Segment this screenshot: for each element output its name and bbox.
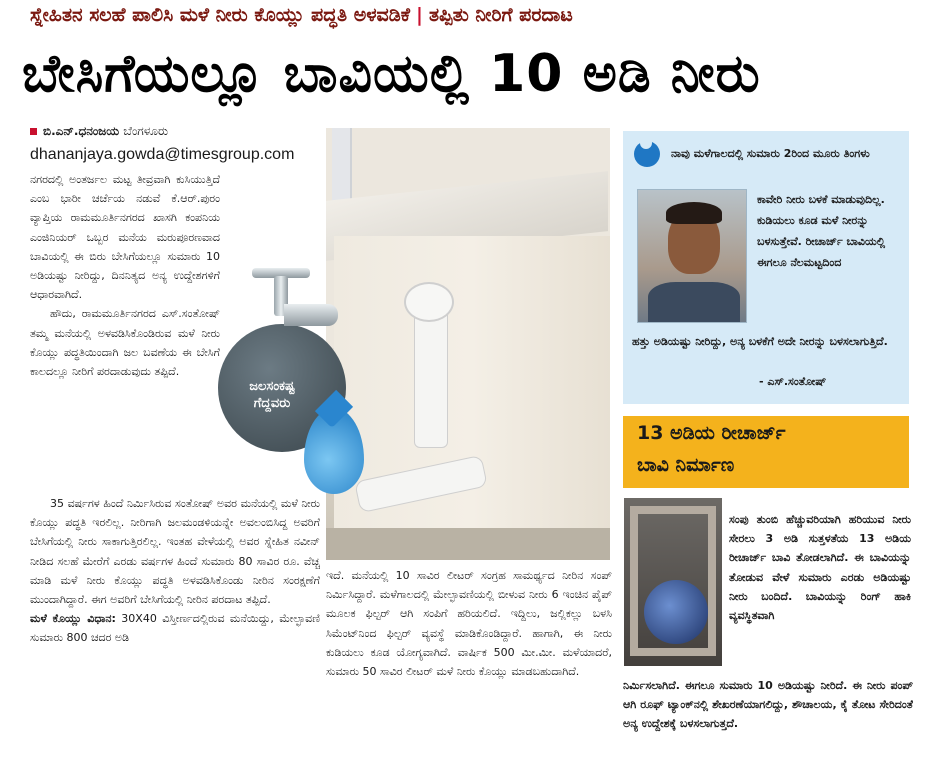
article-column-3b bbox=[623, 676, 913, 772]
quote-box bbox=[623, 131, 909, 404]
article-paragraph: ನಗರದಲ್ಲಿ ಅಂತರ್ಜಲ ಮಟ್ಟ ತೀವ್ರವಾಗಿ ಕುಸಿಯುತ್ತಿದೆ ಎಂಬ ಭಾರೀ ಚರ್ಚೆಯ ನಡುವೆ ಕೆ.ಆರ್.ಪುರಂ ವ್ಯಾಪ್ತಿಯ ರಾಮಮೂರ್ತಿನಗರದ ಖಾಸಗಿ ಕಂಪನಿಯ ಎಂಜಿನಿಯರ್ ಒಬ್ಬರ ಮನೆಯ ಮರುಪೂರಣವಾದ ಬಾವಿಯಲ್ಲಿ ಈ ಬಿರು ಬೇಸಿಗೆಯಲ್ಲೂ ಸುಮಾರು 10 ಅಡಿಯಷ್ಟು ನೀರಿದ್ದು, ದಿನನಿತ್ಯದ ಅನ್ಯ ಉದ್ದೇಶಗಳಿಗೆ ಆಧಾರವಾಗಿದೆ. bbox=[30, 173, 220, 302]
kicker-part2: ತಪ್ಪಿತು ನೀರಿಗೆ ಪರದಾಟ bbox=[428, 4, 573, 26]
byline-city: ಬೆಂಗಳೂರು bbox=[123, 124, 169, 138]
photo-pipe-cap bbox=[404, 282, 454, 322]
article-column-2 bbox=[326, 566, 612, 772]
byline-name: ಬಿ.ಎನ್.ಧನಂಜಯ bbox=[43, 124, 120, 138]
photo-ground bbox=[326, 528, 610, 560]
article-paragraph bbox=[30, 609, 320, 647]
tap-icon bbox=[246, 268, 336, 338]
kicker-separator: | bbox=[416, 4, 423, 26]
quote-text-1: ನಾವು ಮಳೆಗಾಲದಲ್ಲಿ ಸುಮಾರು 2ರಿಂದ ಮೂರು ತಿಂಗಳು bbox=[671, 147, 870, 160]
quote-mark-icon bbox=[634, 141, 660, 167]
recharge-heading-line2: ಬಾವಿ ನಿರ್ಮಾಣ bbox=[637, 454, 735, 476]
recharge-well-photo bbox=[624, 498, 722, 666]
well-water bbox=[644, 580, 708, 644]
article-paragraph: ನಿರ್ಮಿಸಲಾಗಿದೆ. ಈಗಲೂ ಸುಮಾರು 10 ಅಡಿಯಷ್ಟು ನೀರಿದೆ. ಈ ನೀರು ಪಂಪ್ ಆಗಿ ರೂಫ್ ಟ್ಯಾಂಕ್‌ನಲ್ಲಿ ಶೇಖರಣೆಯಾಗಲಿದ್ದು, ಶೌಚಾಲಯ, ಕೈ ತೋಟ ಸೇರಿದಂತೆ ಅನ್ಯ ಉದ್ದೇಶಕ್ಕೆ ಬಳಸಲಾಗುತ್ತದೆ. bbox=[623, 679, 913, 731]
bullet-icon bbox=[30, 128, 37, 135]
quote-text-3: ಹತ್ತು ಅಡಿಯಷ್ಟು ನೀರಿದ್ದು, ಅನ್ಯ ಬಳಕೆಗೆ ಅದೇ ನೀರನ್ನು ಬಳಸಲಾಗುತ್ತಿದೆ. bbox=[632, 335, 888, 348]
subhead-text: 30X40 ವಿಸ್ತೀರ್ಣದಲ್ಲಿರುವ ಮನೆಯಿದ್ದು, ಮೇಲ್ಛಾವಣಿ ಸುಮಾರು 800 ಚದರ ಅಡಿ bbox=[30, 612, 320, 645]
article-paragraph: ಇದೆ. ಮನೆಯಲ್ಲಿ 10 ಸಾವಿರ ಲೀಟರ್ ಸಂಗ್ರಹ ಸಾಮರ್ಥ್ಯದ ನೀರಿನ ಸಂಪ್ ನಿರ್ಮಿಸಿದ್ದಾರೆ. ಮಳೆಗಾಲದಲ್ಲಿ ಮೇಲ್ಛಾವಣಿಯಲ್ಲಿ ಬೀಳುವ ನೀರು 6 ಇಂಚಿನ ಪೈಪ್ ಮೂಲಕ ಫಿಲ್ಟರ್ ಆಗಿ ಸಂಪಿಗೆ ಹರಿಯಲಿದೆ. ಇದ್ದಿಲು, ಜಲ್ಲಿಕಲ್ಲು ಬಳಸಿ ಸಿಮೆಂಟ್‌ನಿಂದ ಫಿಲ್ಟರ್ ವ್ಯವಸ್ಥೆ ಮಾಡಿಕೊಂಡಿದ್ದಾರೆ. ಹಾಗಾಗಿ, ಈ ನೀರು ಕುಡಿಯಲು ಕೂಡ ಯೋಗ್ಯವಾಗಿದೆ. ವಾರ್ಷಿಕ 500 ಮೀ.ಮೀ. ಮಳೆಯಾದರೆ, ಸುಮಾರು 50 ಸಾವಿರ ಲೀಟರ್ ಮಳೆ ನೀರು ಕೊಯ್ಲು ಮಾಡಬಹುದಾಗಿದೆ. bbox=[326, 569, 612, 679]
author-email[interactable]: dhananjaya.gowda@timesgroup.com bbox=[30, 146, 295, 163]
quote-signature: - ಎಸ್.ಸಂತೋಷ್ bbox=[759, 375, 827, 388]
series-badge-label bbox=[224, 378, 320, 412]
kicker bbox=[30, 4, 910, 40]
article-paragraph: ಸಂಪು ತುಂಬಿ ಹೆಚ್ಚುವರಿಯಾಗಿ ಹರಿಯುವ ನೀರು ಸೇರಲು 3 ಅಡಿ ಸುತ್ತಳತೆಯ 13 ಅಡಿಯ ರೀಚಾರ್ಜ್ ಬಾವಿ ತೋಡಲಾಗಿದೆ. ಈ ಬಾವಿಯನ್ನು ತೋಡುವ ವೇಳೆ ಸುಮಾರು ಎರಡು ಅಡಿಯಷ್ಟು ನೀರು ಬಂದಿದೆ. ಬಾವಿಯನ್ನು ರಿಂಗ್ ಹಾಕಿ ವ್ಯವಸ್ಥಿತವಾಗಿ bbox=[729, 513, 911, 623]
byline bbox=[30, 124, 320, 144]
badge-line1: ಜಲಸಂಕಷ್ಟ bbox=[249, 379, 295, 394]
kicker-part1: ಸ್ನೇಹಿತನ ಸಲಹೆ ಪಾಲಿಸಿ ಮಳೆ ನೀರು ಕೊಯ್ಲು ಪದ್ಧತಿ ಅಳವಡಿಕೆ bbox=[30, 4, 411, 26]
subhead-rain-harvest-method: ಮಳೆ ಕೊಯ್ಲು ವಿಧಾನ: bbox=[30, 612, 116, 626]
article-column-1a bbox=[30, 170, 220, 490]
recharge-well-heading bbox=[623, 416, 909, 488]
recharge-heading-line1: 13 ಅಡಿಯ ರೀಚಾರ್ಜ್ bbox=[637, 422, 786, 444]
article-column-1b bbox=[30, 494, 320, 772]
rainwater-filter-photo bbox=[326, 128, 610, 560]
article-paragraph: 35 ವರ್ಷಗಳ ಹಿಂದೆ ನಿರ್ಮಿಸಿರುವ ಸಂತೋಷ್ ಅವರ ಮನೆಯಲ್ಲಿ ಮಳೆ ನೀರು ಕೊಯ್ಲು ಪದ್ಧತಿ ಇರಲಿಲ್ಲ. ನೀರಿಗಾಗಿ ಜಲಮಂಡಳಿಯನ್ನೇ ಅವಲಂಬಿಸಿದ್ದ ಅವರಿಗೆ ಬೇಸಿಗೆಯಲ್ಲಿ ನೀರು ಸಾಕಾಗುತ್ತಿರಲಿಲ್ಲ. ಇಂತಹ ವೇಳೆಯಲ್ಲಿ ಅವರ ಸ್ನೇಹಿತ ನವೀನ್ ನೀಡಿದ ಸಲಹೆ ಮೇರೆಗೆ ಎರಡು ವರ್ಷಗಳ ಹಿಂದೆ ಸುಮಾರು 80 ಸಾವಿರ ರೂ. ವೆಚ್ಚ ಮಾಡಿ ಮಳೆ ನೀರು ಕೊಯ್ಲು ಪದ್ಧತಿ ಅಳವಡಿಸಿಕೊಂಡು ನೀರಿನ ಸಂರಕ್ಷಣೆಗೆ ಮುಂದಾಗಿದ್ದಾರೆ. ಈಗ ಅವರಿಗೆ ಬೇಸಿಗೆಯಲ್ಲಿ ನೀರಿನ ಪರದಾಟ ತಪ್ಪಿದೆ. bbox=[30, 497, 320, 607]
article-paragraph: ಹೌದು, ರಾಮಮೂರ್ತಿನಗರದ ಎಸ್.ಸಂತೋಷ್ ತಮ್ಮ ಮನೆಯಲ್ಲಿ ಅಳವಡಿಸಿಕೊಂಡಿರುವ ಮಳೆ ನೀರು ಕೊಯ್ಲು ಪದ್ಧತಿಯಿಂದಾಗಿ ಜಲ ಬವಣೆಯ ಈ ಬೇಸಿಗೆ ಕಾಲದಲ್ಲೂ ನೀರಿಗೆ ಪರದಾಡುವುದು ತಪ್ಪಿದೆ. bbox=[30, 307, 220, 379]
article-column-3a bbox=[729, 510, 911, 680]
headline: ಬೇಸಿಗೆಯಲ್ಲೂ ಬಾವಿಯಲ್ಲಿ 10 ಅಡಿ ನೀರು bbox=[22, 44, 761, 104]
santhosh-portrait-photo bbox=[637, 189, 747, 323]
quote-text-2: ಕಾವೇರಿ ನೀರು ಬಳಕೆ ಮಾಡುವುದಿಲ್ಲ. ಕುಡಿಯಲು ಕೂಡ ಮಳೆ ನೀರನ್ನು ಬಳಸುತ್ತೇವೆ. ರೀಚಾರ್ಜ್ ಬಾವಿಯಲ್ಲಿ ಈಗಲೂ ನೆಲಮಟ್ಟದಿಂದ bbox=[757, 193, 886, 269]
badge-line2: ಗೆದ್ದವರು bbox=[253, 396, 291, 411]
